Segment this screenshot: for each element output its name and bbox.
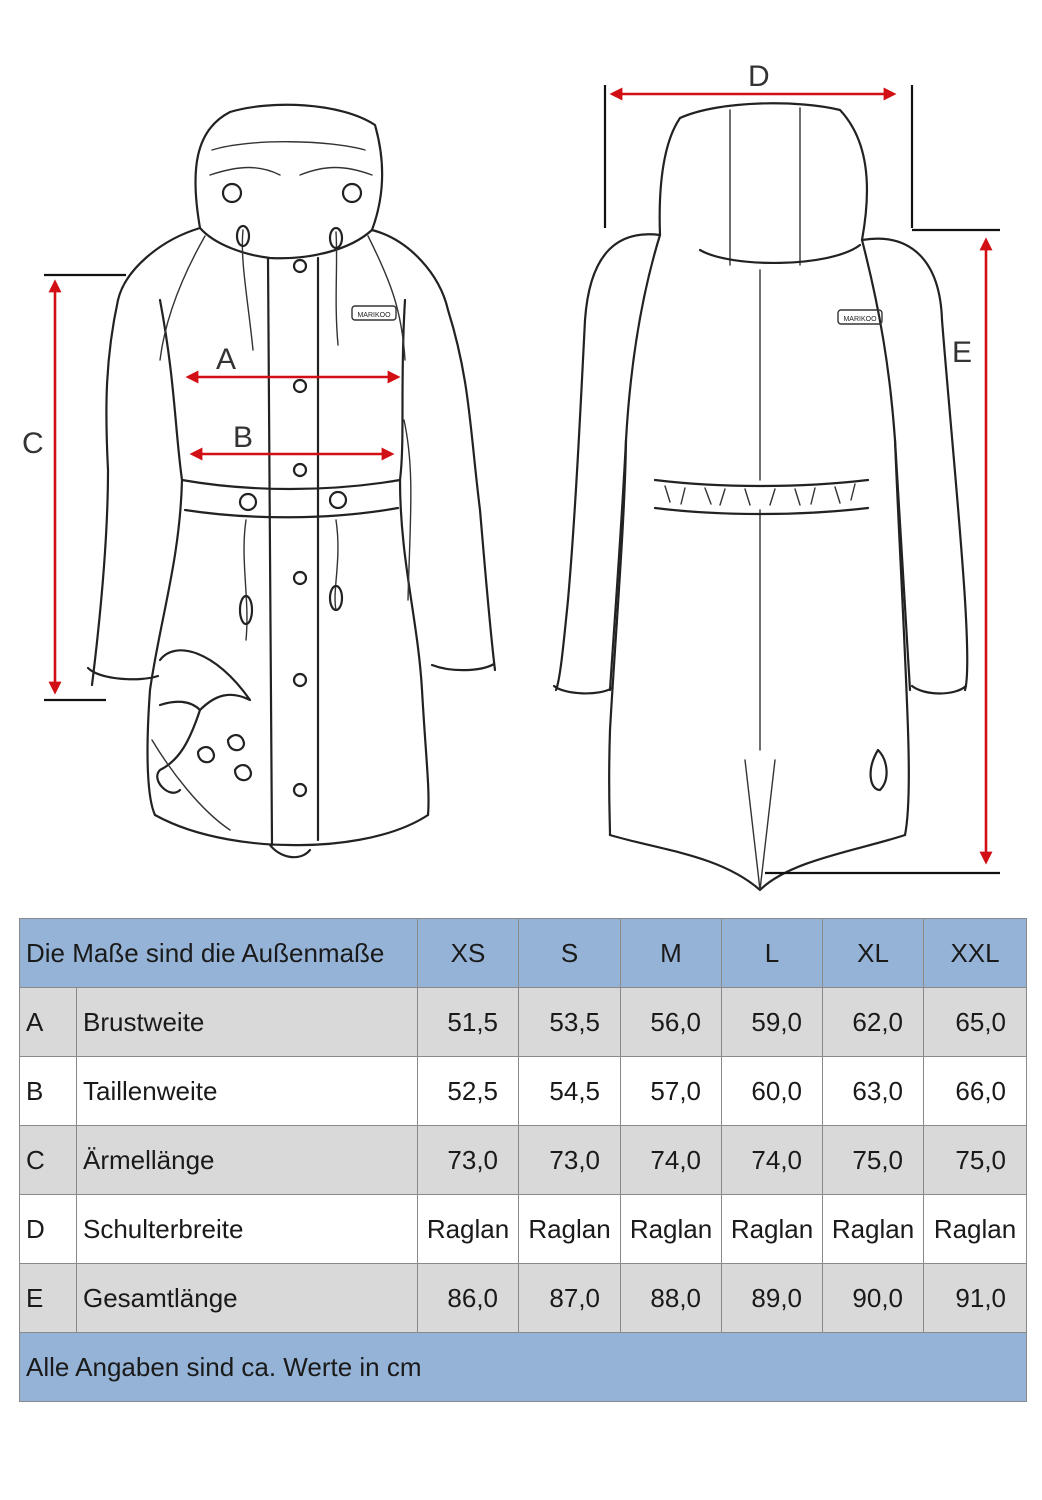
row-letter: D: [20, 1195, 77, 1264]
row-letter: C: [20, 1126, 77, 1195]
row-letter: B: [20, 1057, 77, 1126]
size-header: S: [519, 919, 621, 988]
brand-patch-front: [352, 306, 396, 320]
umbrella-print-icon: [152, 650, 251, 830]
table-cell: 60,0: [722, 1057, 823, 1126]
row-letter: A: [20, 988, 77, 1057]
row-name: Ärmellänge: [77, 1126, 418, 1195]
table-cell: 57,0: [621, 1057, 722, 1126]
table-footer-note: Alle Angaben sind ca. Werte in cm: [20, 1333, 1027, 1402]
size-header: XXL: [924, 919, 1027, 988]
table-cell: Raglan: [519, 1195, 621, 1264]
table-footer-row: [20, 1333, 1027, 1402]
dimension-a-label: A: [216, 343, 237, 376]
svg-text:MARIKOO: MARIKOO: [357, 312, 391, 319]
size-header: XL: [823, 919, 924, 988]
size-header: L: [722, 919, 823, 988]
dimension-e-marker: [765, 230, 1000, 873]
table-cell: 88,0: [621, 1264, 722, 1333]
jacket-back-drawing: [554, 103, 967, 890]
size-header: M: [621, 919, 722, 988]
dimension-b-marker: [192, 421, 392, 454]
table-cell: Raglan: [924, 1195, 1027, 1264]
brand-patch-back: [838, 310, 882, 324]
jacket-front-drawing: [88, 105, 495, 857]
dimension-c-label: C: [22, 427, 44, 460]
drop-emblem-icon: [871, 750, 887, 790]
dimension-e-label: E: [952, 336, 973, 369]
table-cell: 74,0: [621, 1126, 722, 1195]
table-title: Die Maße sind die Außenmaße: [20, 919, 418, 988]
table-cell: 86,0: [418, 1264, 519, 1333]
table-cell: 65,0: [924, 988, 1027, 1057]
table-header-row: [20, 919, 1027, 988]
table-cell: 89,0: [722, 1264, 823, 1333]
table-cell: 63,0: [823, 1057, 924, 1126]
table-row: [20, 988, 1027, 1057]
table-row: [20, 1126, 1027, 1195]
row-name: Brustweite: [77, 988, 418, 1057]
table-cell: 75,0: [924, 1126, 1027, 1195]
table-cell: 62,0: [823, 988, 924, 1057]
table-cell: 75,0: [823, 1126, 924, 1195]
table-cell: 73,0: [519, 1126, 621, 1195]
size-header: XS: [418, 919, 519, 988]
table-cell: 54,5: [519, 1057, 621, 1126]
table-cell: Raglan: [722, 1195, 823, 1264]
row-name: Taillenweite: [77, 1057, 418, 1126]
table-cell: 91,0: [924, 1264, 1027, 1333]
table-cell: 87,0: [519, 1264, 621, 1333]
dimension-a-marker: [188, 343, 398, 377]
table-cell: 56,0: [621, 988, 722, 1057]
dimension-b-label: B: [233, 421, 254, 454]
table-cell: Raglan: [823, 1195, 924, 1264]
row-name: Gesamtlänge: [77, 1264, 418, 1333]
table-cell: 73,0: [418, 1126, 519, 1195]
row-letter: E: [20, 1264, 77, 1333]
size-table: [19, 918, 1027, 1402]
table-cell: 53,5: [519, 988, 621, 1057]
table-cell: 51,5: [418, 988, 519, 1057]
table-cell: 74,0: [722, 1126, 823, 1195]
svg-text:MARIKOO: MARIKOO: [843, 316, 877, 323]
table-cell: 52,5: [418, 1057, 519, 1126]
table-cell: 66,0: [924, 1057, 1027, 1126]
table-row: [20, 1264, 1027, 1333]
table-cell: 59,0: [722, 988, 823, 1057]
table-cell: Raglan: [418, 1195, 519, 1264]
table-cell: 90,0: [823, 1264, 924, 1333]
table-cell: Raglan: [621, 1195, 722, 1264]
dimension-d-label: D: [748, 60, 770, 93]
table-row: [20, 1195, 1027, 1264]
table-row: [20, 1057, 1027, 1126]
row-name: Schulterbreite: [77, 1195, 418, 1264]
